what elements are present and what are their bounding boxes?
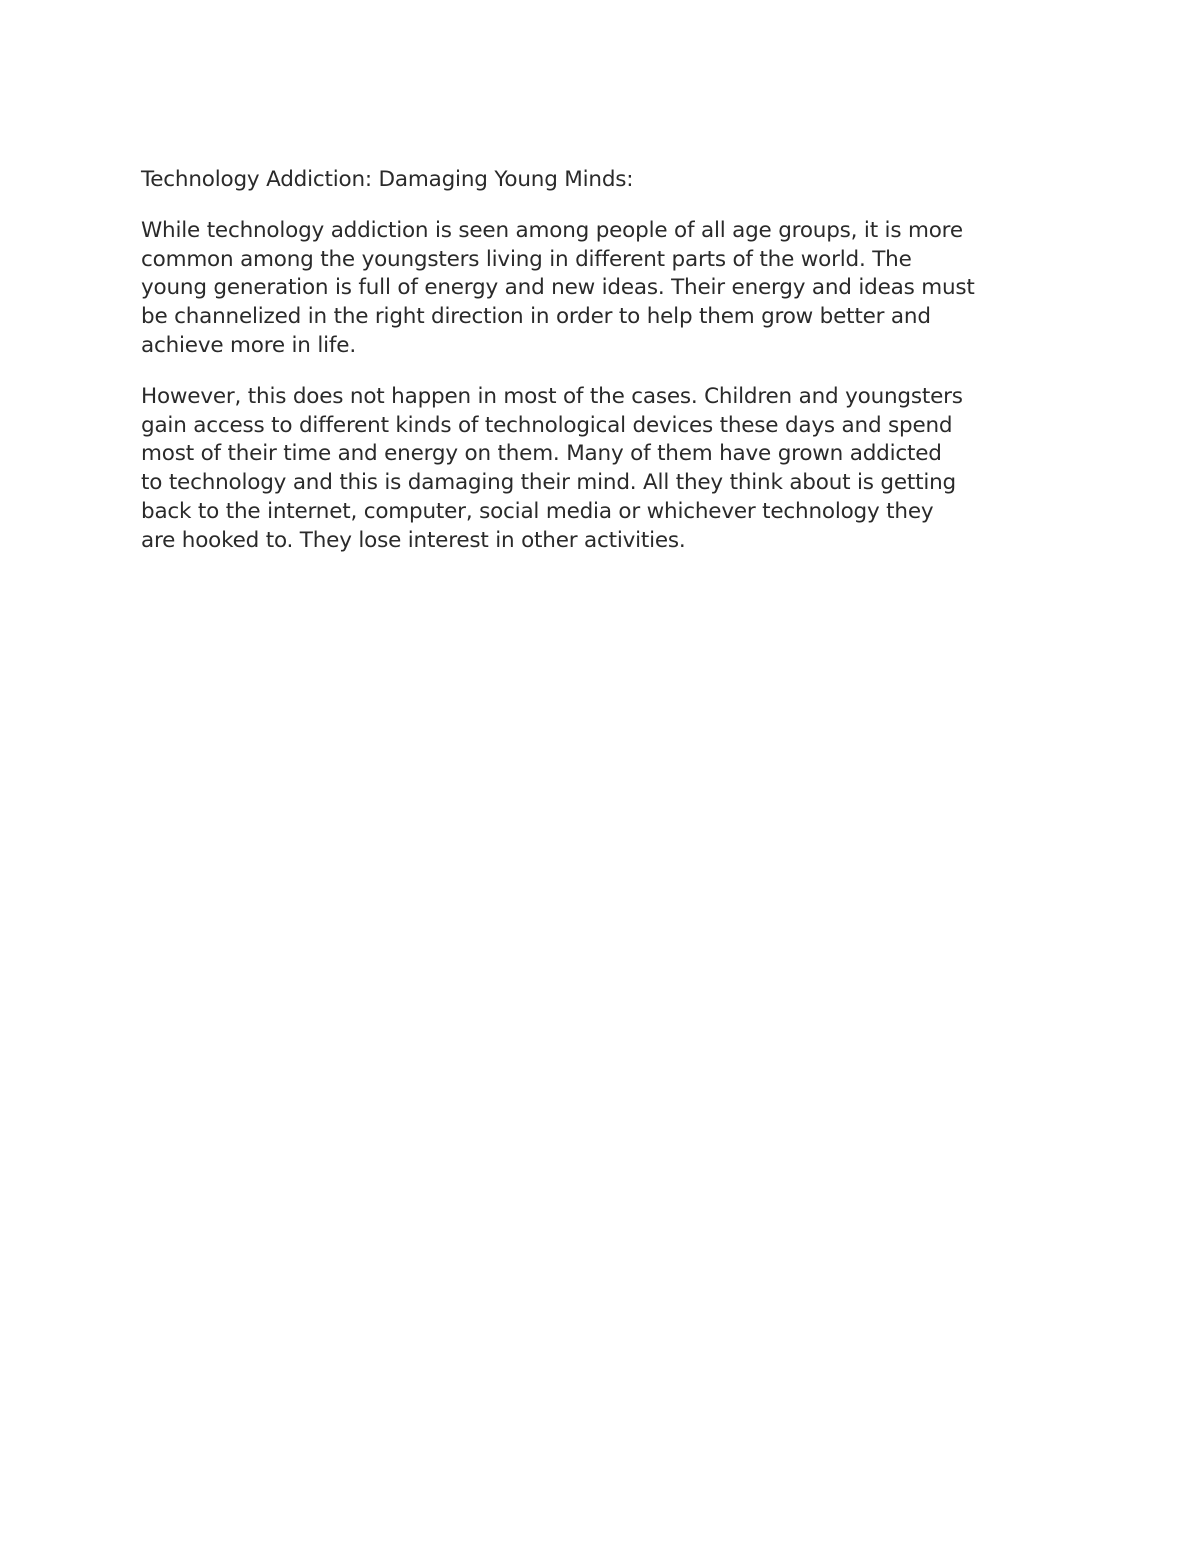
document-title: Technology Addiction: Damaging Young Minds: (141, 167, 634, 192)
paragraph-line: While technology addiction is seen among people of all age groups, it is more (141, 217, 963, 243)
paragraph-line: common among the youngsters living in different parts of the world. The (141, 246, 912, 272)
paragraph-line: to technology and this is damaging their mind. All they think about is getting (141, 470, 956, 496)
paragraph-line: young generation is full of energy and new ideas. Their energy and ideas must (141, 275, 975, 301)
paragraph-line: most of their time and energy on them. Many of them have grown addicted (141, 441, 942, 467)
paragraph-line: back to the internet, computer, social media or whichever technology they (141, 498, 934, 524)
paragraph-line: be channelized in the right direction in order to help them grow better and (141, 304, 931, 330)
paragraph-line: However, this does not happen in most of the cases. Children and youngsters (141, 383, 963, 409)
paragraph-2 (141, 383, 1071, 556)
paragraph-line: gain access to different kinds of technological devices these days and spend (141, 412, 953, 438)
paragraph-1 (141, 217, 1071, 361)
paragraph-line: achieve more in life. (141, 332, 356, 358)
document-body (141, 166, 1071, 578)
paragraph-line: are hooked to. They lose interest in other activities. (141, 527, 686, 553)
